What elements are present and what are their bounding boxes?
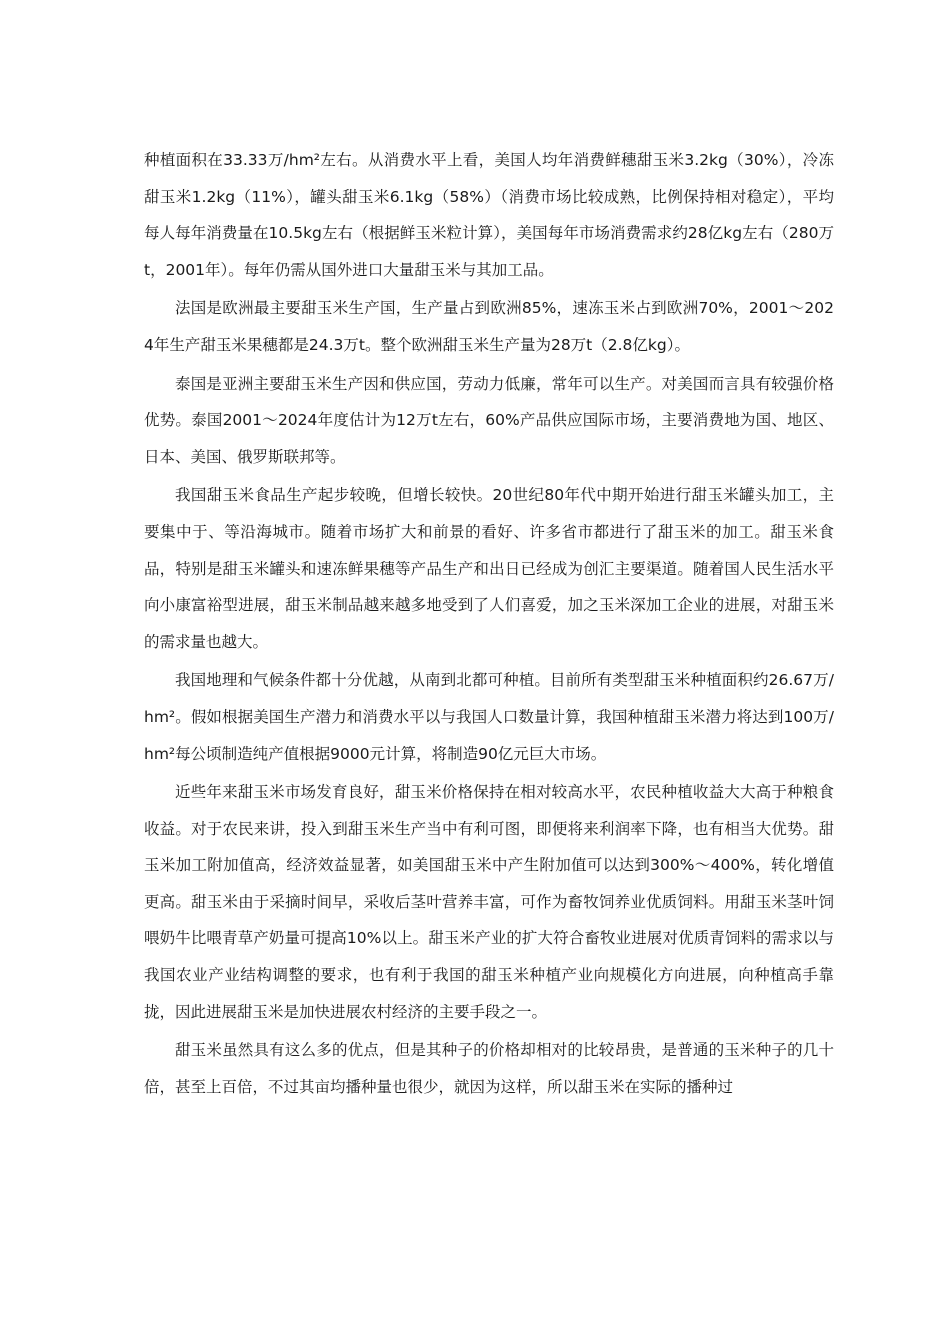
document-body (144, 142, 834, 1107)
paragraph-france: 法国是欧洲最主要甜玉米生产国，生产量占到欧洲85%，速冻玉米占到欧洲70%，2001～2024年生产甜玉米果穗都是24.3万t。整个欧洲甜玉米生产量为28万t（2.8亿kg）。 (144, 299, 834, 354)
paragraph-seed-price: 甜玉米虽然具有这么多的优点，但是其种子的价格却相对的比较昂贵，是普通的玉米种子的几十倍，甚至上百倍，不过其亩均播种量也很少，就因为这样，所以甜玉米在实际的播种过 (144, 1041, 834, 1096)
paragraph-market-benefits: 近些年来甜玉米市场发育良好，甜玉米价格保持在相对较高水平，农民种植收益大大高于种粮食收益。对于农民来讲，投入到甜玉米生产当中有利可图，即便将来利润率下降，也有相当大优势。甜玉米加工附加值高，经济效益显著，如美国甜玉米中产生附加值可以达到300%～400%，转化增值更高。甜玉米由于采摘时间早，采收后茎叶营养丰富，可作为畜牧饲养业优质饲料。用甜玉米茎叶饲喂奶牛比喂青草产奶量可提高10%以上。甜玉米产业的扩大符合畜牧业进展对优质青饲料的需求以与我国农业产业结构调整的要求，也有利于我国的甜玉米种植产业向规模化方向进展，向种植高手靠拢，因此进展甜玉米是加快进展农村经济的主要手段之一。 (144, 783, 834, 1021)
paragraph-china-food: 我国甜玉米食品生产起步较晚，但增长较快。20世纪80年代中期开始进行甜玉米罐头加工，主要集中于、等沿海城市。随着市场扩大和前景的看好、许多省市都进行了甜玉米的加工。甜玉米食品，特别是甜玉米罐头和速冻鲜果穗等产品生产和出日已经成为创汇主要渠道。随着国人民生活水平向小康富裕型进展，甜玉米制品越来越多地受到了人们喜爱，加之玉米深加工企业的进展，对甜玉米的需求量也越大。 (144, 486, 834, 651)
paragraph-thailand: 泰国是亚洲主要甜玉米生产因和供应国，劳动力低廉，常年可以生产。对美国而言具有较强价格优势。泰国2001～2024年度估计为12万t左右，60%产品供应国际市场，主要消费地为国、地区、日本、美国、俄罗斯联邦等。 (144, 374, 834, 466)
paragraph-us-consumption: 种植面积在33.33万/hm²左右。从消费水平上看，美国人均年消费鲜穗甜玉米3.2kg（30%），冷冻甜玉米1.2kg（11%），罐头甜玉米6.1kg（58%）（消费市场比较成熟，比例保持相对稳定），平均每人每年消费量在10.5kg左右（根据鲜玉米粒计算），美国每年市场消费需求约28亿kg左右（280万t，2001年）。每年仍需从国外进口大量甜玉米与其加工品。 (144, 151, 834, 279)
paragraph-china-potential: 我国地理和气候条件都十分优越，从南到北都可种植。目前所有类型甜玉米种植面积约26.67万/hm²。假如根据美国生产潜力和消费水平以与我国人口数量计算，我国种植甜玉米潜力将达到100万/hm²每公顷制造纯产值根据9000元计算，将制造90亿元巨大市场。 (144, 671, 834, 763)
